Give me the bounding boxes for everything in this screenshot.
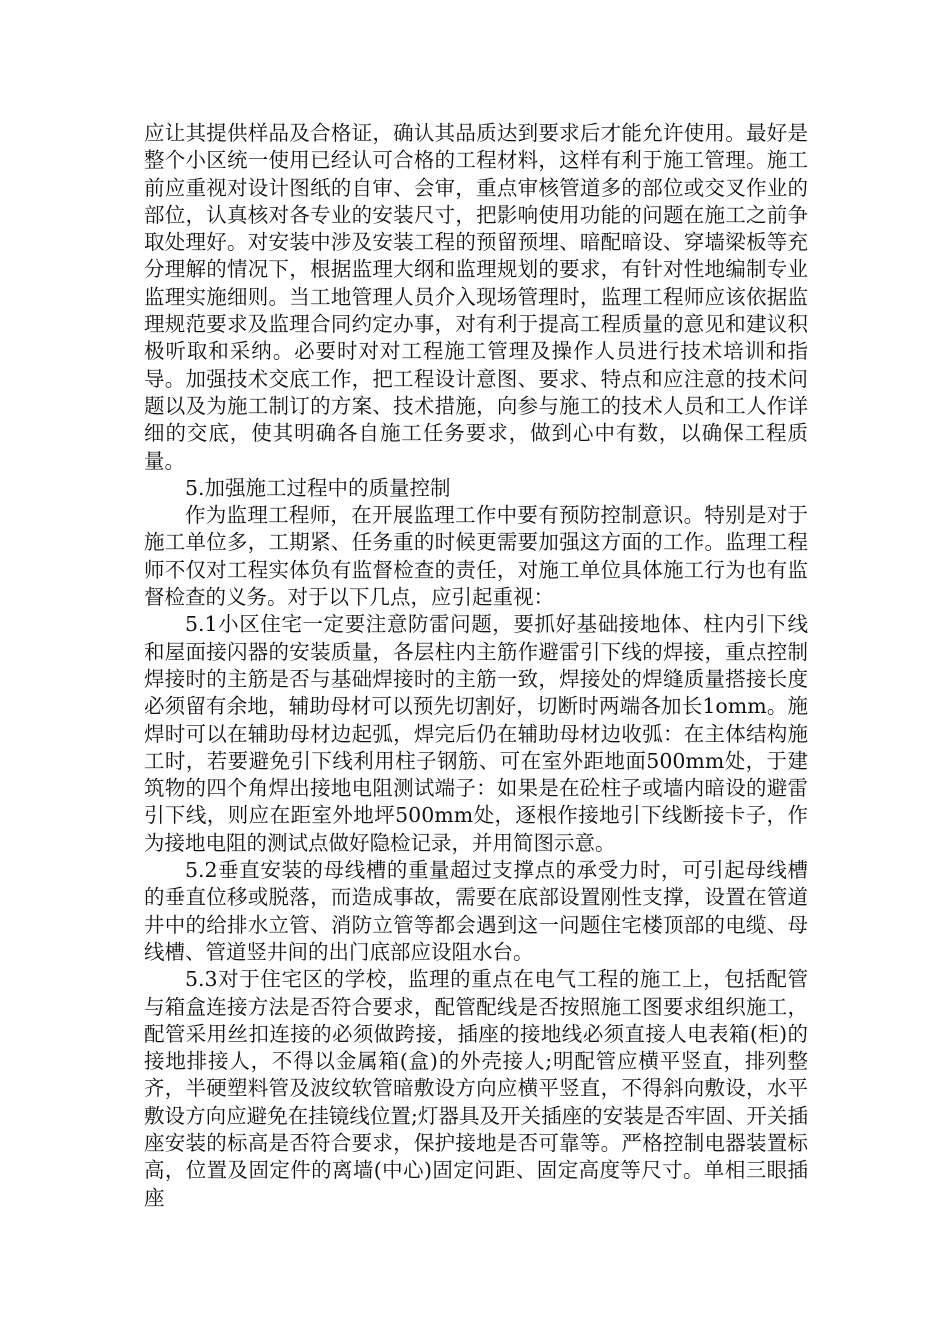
section-heading: 5.加强施工过程中的质量控制 [185, 475, 451, 500]
body-paragraph: 5.3对于住宅区的学校，监理的重点在电气工程的施工上，包括配管与箱盒连接方法是否符合要求，配管配线是否按照施工图要求组织施工，配管采用丝扣连接的必须做跨接，插座的接地线必须直接人电表箱(柜)的接地排接人，不得以金属箱(盒)的外壳接人;明配管应横平竖直，排列整齐，半硬塑料管及波纹软管暗敷设方向应横平竖直，不得斜向敷设，水平敷设方向应避免在挂镜线位置;灯器具及开关插座的安装是否牢固、开关插座安装的标高是否符合要求，保护接地是否可靠等。严格控制电器装置标高，位置及固定件的离墙(中心)固定问距、固定高度等尺寸。单相三眼插座 [144, 967, 808, 1210]
body-paragraph: 应让其提供样品及合格证，确认其品质达到要求后才能允许使用。最好是整个小区统一使用已经认可合格的工程材料，这样有利于施工管理。施工前应重视对设计图纸的自审、会审，重点审核管道多的部位或交叉作业的部位，认真核对各专业的安装尺寸，把影响使用功能的问题在施工之前争取处理好。对安装中涉及安装工程的预留预埋、暗配暗设、穿墙梁板等充分理解的情况下，根据监理大纲和监理规划的要求，有针对性地编制专业监理实施细则。当工地管理人员介入现场管理时，监理工程师应该依据监理规范要求及监理合同约定办事，对有利于提高工程质量的意见和建议积极听取和采纳。必要时对对工程施工管理及操作人员进行技术培训和指导。加强技术交底工作，把工程设计意图、要求、特点和应注意的技术问题以及为施工制订的方案、技术措施，向参与施工的技术人员和工人作详细的交底，使其明确各自施工任务要求，做到心中有数，以确保工程质量。 [144, 121, 808, 473]
body-paragraph: 5.1小区住宅一定要注意防雷问题，要抓好基础接地体、柱内引下线和屋面接闪器的安装质量，各层柱内主筋作避雷引下线的焊接，重点控制焊接时的主筋是否与基础焊接时的主筋一致，焊接处的焊缝质量搭接长度必须留有余地，辅助母材可以预先切割好，切断时两端各加长1omm。施焊时可以在辅助母材边起弧，焊完后仍在辅助母材边收弧：在主体结构施工时，若要避免引下线利用柱子钢筋、可在室外距地面500mm处，于建筑物的四个角焊出接地电阻测试端子：如果是在砼柱子或墙内暗设的避雷引下线，则应在距室外地坪500mm处，逐根作接地引下线断接卡子，作为接地电阻的测试点做好隐检记录，并用简图示意。 [144, 612, 808, 855]
document-page [144, 120, 808, 1212]
body-paragraph: 5.2垂直安装的母线槽的重量超过支撑点的承受力时，可引起母线槽的垂直位移或脱落，而造成事故，需要在底部设置刚性支撑，设置在管道井中的给排水立管、消防立管等都会遇到这一问题住宅楼顶部的电缆、母线槽、管道竖井间的出门底部应设阻水台。 [144, 858, 808, 964]
body-paragraph: 作为监理工程师，在开展监理工作中要有预防控制意识。特别是对于施工单位多，工期紧、任务重的时候更需要加强这方面的工作。监理工程师不仅对工程实体负有监督检查的责任，对施工单位具体施工行为也有监督检查的义务。对于以下几点，应引起重视： [144, 503, 808, 610]
